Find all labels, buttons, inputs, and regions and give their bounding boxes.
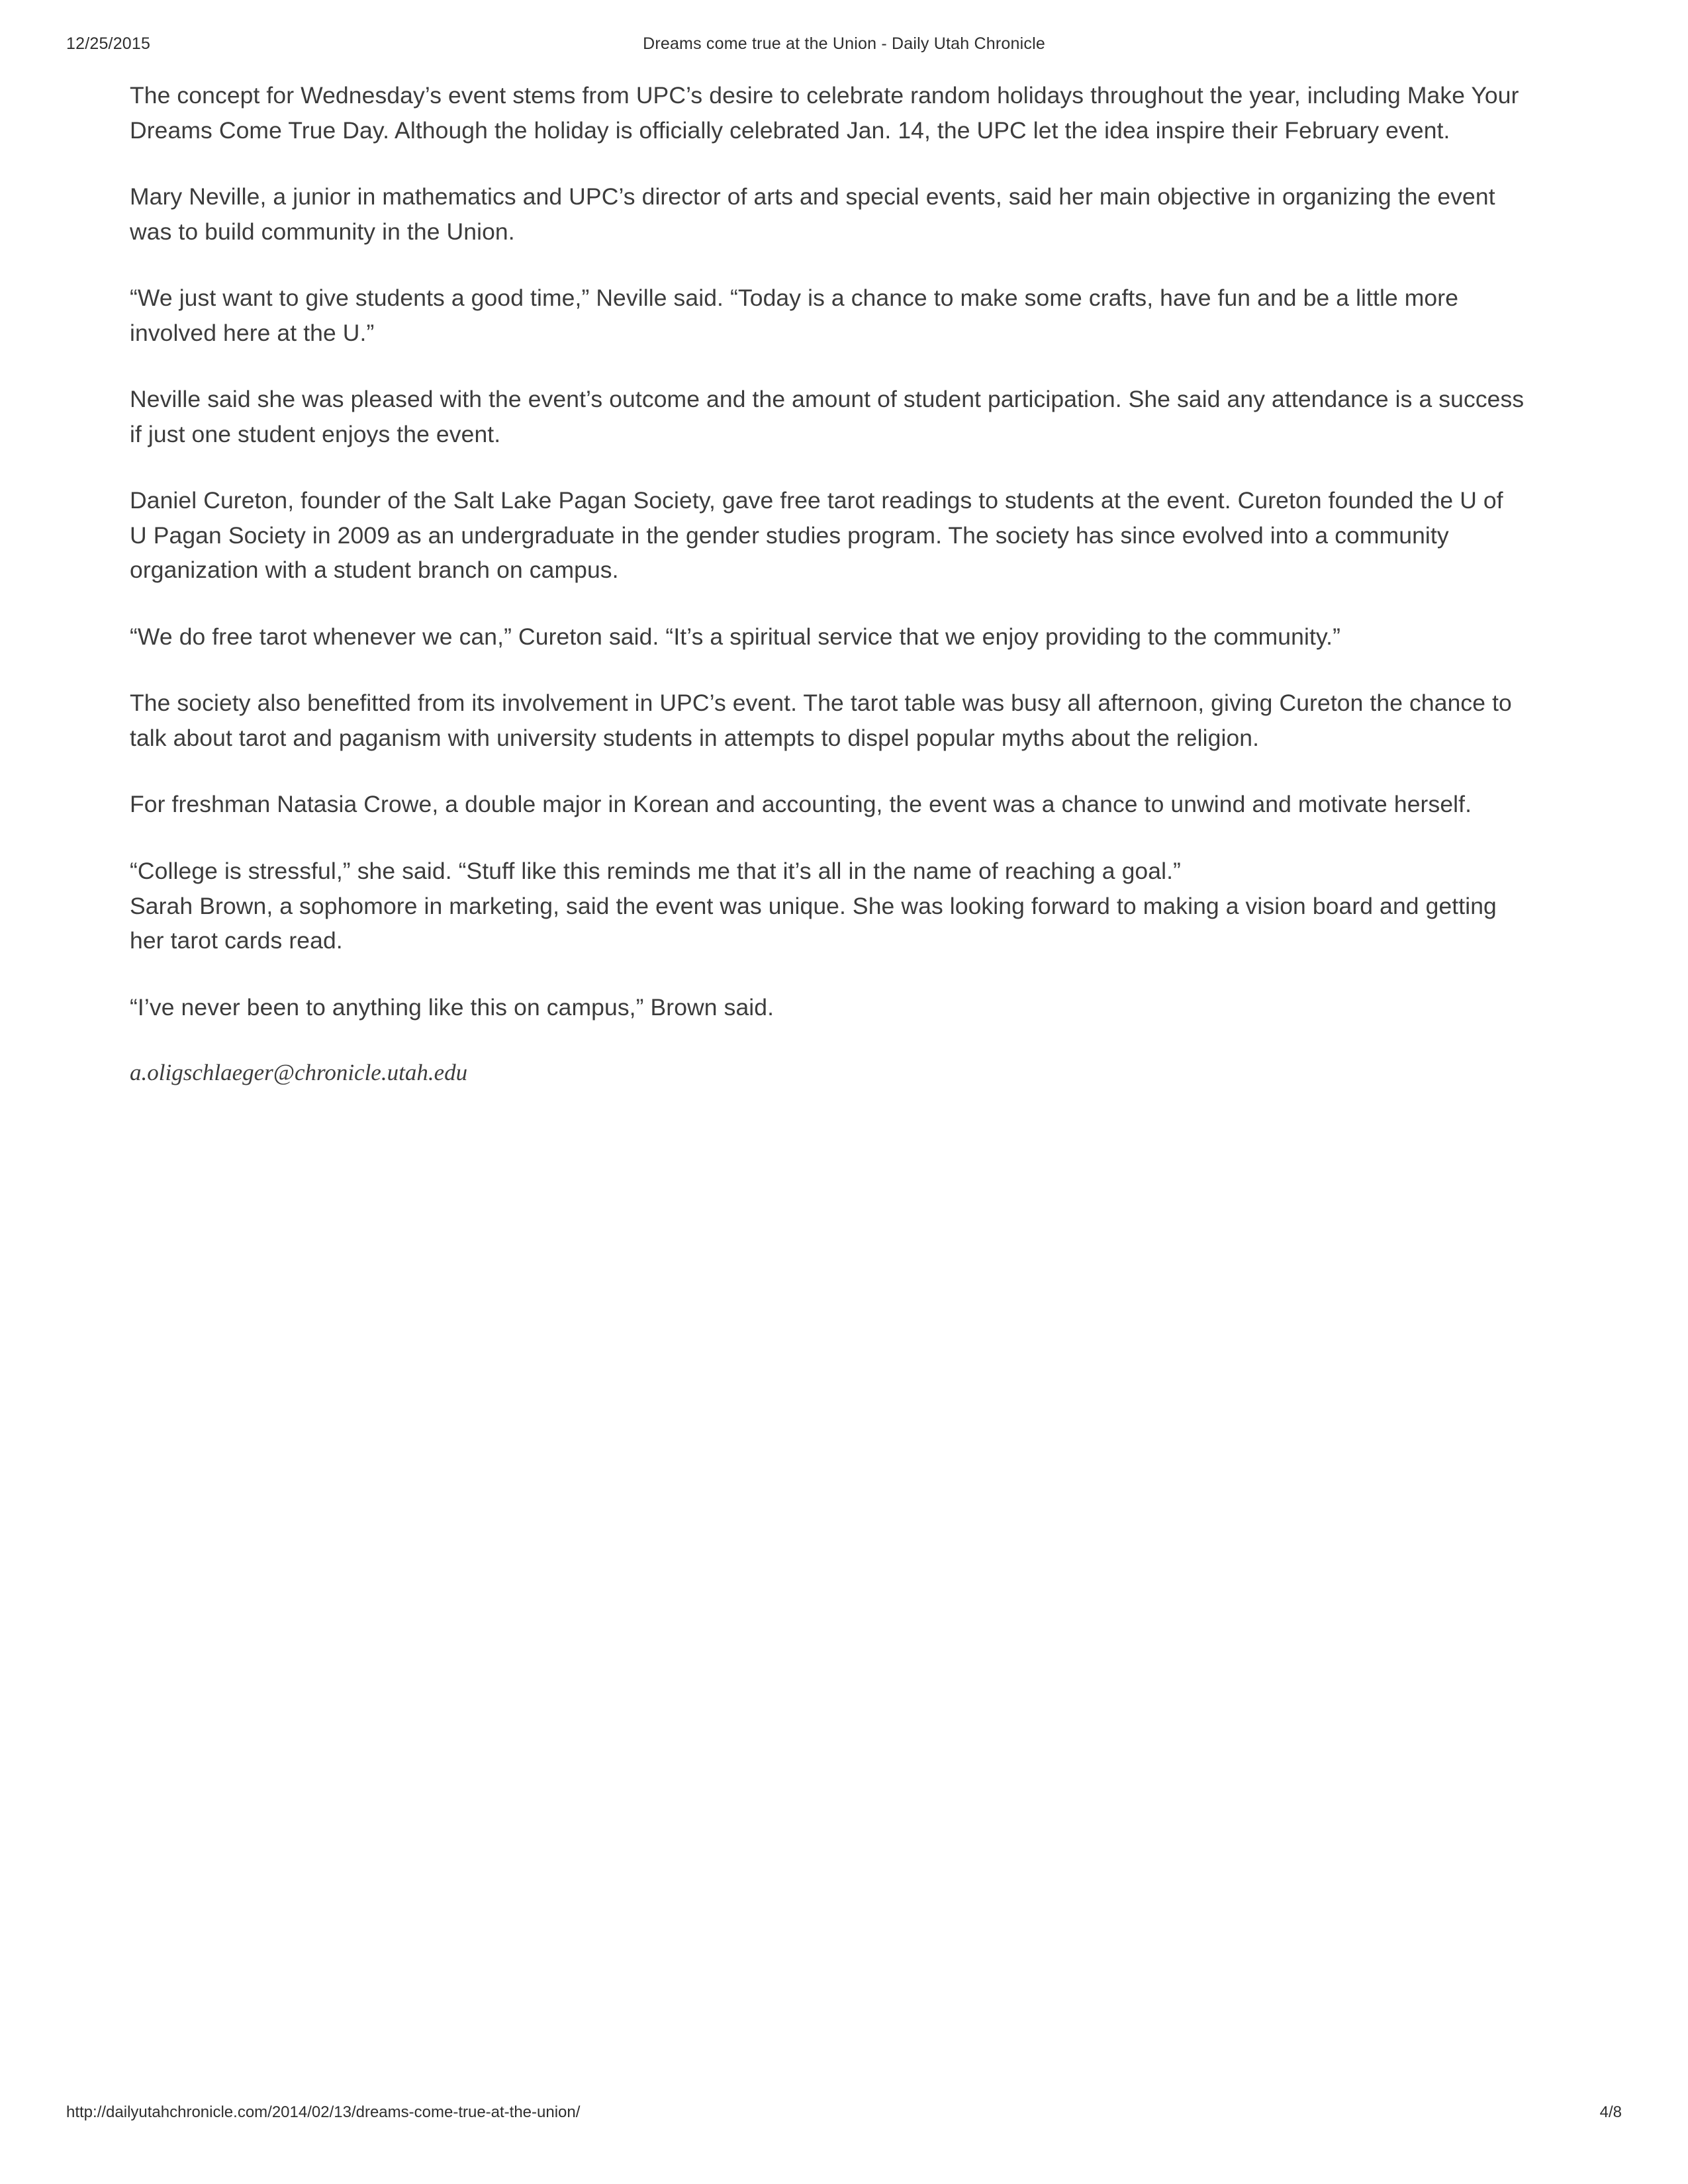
paragraph: Mary Neville, a junior in mathematics and UPC’s director of arts and special events, said her main objective in organizing the event was to build community in the Union. <box>130 183 1495 245</box>
author-email: a.oligschlaeger@chronicle.utah.edu <box>130 1060 468 1086</box>
print-footer <box>0 2103 1688 2127</box>
paragraph: Sarah Brown, a sophomore in marketing, said the event was unique. She was looking forward to making a vision board and getting her tarot cards read. <box>130 892 1497 954</box>
paragraph: “We do free tarot whenever we can,” Cureton said. “It’s a spiritual service that we enjoy providing to the community.” <box>130 623 1341 650</box>
footer-source-url: http://dailyutahchronicle.com/2014/02/13/dreams-come-true-at-the-union/ <box>66 2103 581 2121</box>
print-header <box>0 34 1688 61</box>
article-body <box>130 78 1526 1090</box>
paragraph: The society also benefitted from its involvement in UPC’s event. The tarot table was busy all afternoon, giving Cureton the chance to talk about tarot and paganism with university students in attempts to dispel popular myths about the religion. <box>130 690 1512 751</box>
header-document-title: Dreams come true at the Union - Daily Utah Chronicle <box>643 34 1045 53</box>
paragraph: The concept for Wednesday’s event stems from UPC’s desire to celebrate random holidays throughout the year, including Make Your Dreams Come True Day. Although the holiday is officially celebrated Jan. 14, the UPC let the idea inspire their February event. <box>130 82 1519 144</box>
paragraph: “I’ve never been to anything like this on campus,” Brown said. <box>130 993 774 1021</box>
paragraph: For freshman Natasia Crowe, a double major in Korean and accounting, the event was a chance to unwind and motivate herself. <box>130 791 1472 818</box>
paragraph: “College is stressful,” she said. “Stuff like this reminds me that it’s all in the name of reaching a goal.” <box>130 857 1181 884</box>
footer-page-number: 4/8 <box>1599 2103 1622 2121</box>
paragraph: Neville said she was pleased with the event’s outcome and the amount of student participation. She said any attendance is a success if just one student enjoys the event. <box>130 386 1524 447</box>
paragraph: “We just want to give students a good time,” Neville said. “Today is a chance to make some crafts, have fun and be a little more involved here at the U.” <box>130 285 1459 346</box>
header-date: 12/25/2015 <box>66 34 151 53</box>
paragraph: Daniel Cureton, founder of the Salt Lake Pagan Society, gave free tarot readings to students at the event. Cureton founded the U of U Pagan Society in 2009 as an undergraduate in the gender studies program. The society has since evolved into a community organization with a student branch on campus. <box>130 487 1503 584</box>
